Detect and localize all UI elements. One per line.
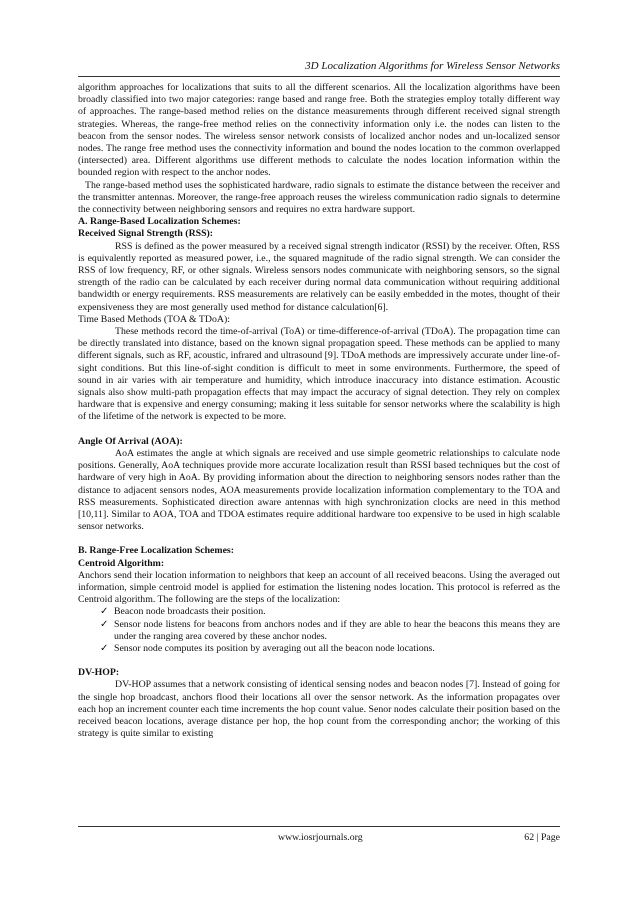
aoa-paragraph: AoA estimates the angle at which signals are received and use simple geometric relationships to calculate node positions. Generally, AoA techniques provide more accurate localization result than RSSI based techniques but the cost of hardware of very high in AoA. By providing information about the direction to neighboring sensors nodes rather than the distance to adjacent sensors nodes, AOA measurements provide localization information complementary to the TOA and RSS measurements. Sophisticated direction aware antennas with high synchronization clocks are need in this method [10,11]. Similar to AOA, TOA and TDOA estimates require additional hardware too expensive to be used in high scalable sensor networks.	[78, 447, 560, 533]
check-icon: ✓	[100, 606, 109, 618]
list-item	[100, 619, 560, 643]
dv-hop-heading: DV-HOP:	[78, 667, 120, 679]
section-b-heading: B. Range-Free Localization Schemes:	[78, 545, 234, 557]
check-icon: ✓	[100, 642, 109, 654]
dv-hop-paragraph: DV-HOP assumes that a network consisting of identical sensing nodes and beacon nodes [7]. Instead of going for the single hop broadcast, anchors flood their locations all over the sensor network. As the information propagates over each hop an increment counter each time increments the hop count value. Senor nodes calculate their position based on the received beacon locations, average distance per hop, the hop count from the corresponding anchor; the working of this strategy is quite similar to existing	[78, 679, 560, 740]
paragraph-intro: algorithm approaches for localizations that suits to all the different scenarios. All the localization algorithms have been broadly classified into two major categories: range based and range free. Both the strategies employ totally different way of approaches. The range-based method relies on the distance measurements through different received signal strength strategies. Whereas, the range-free method relies on the connectivity information only i.e. the nodes can listen to the beacon from the sensor nodes. The wireless sensor network consists of localized anchor nodes and un-localized sensor nodes. The range free method uses the connectivity information and bound the nodes location to the common overlapped (intersected) area. Different algorithms use different methods to calculate the nodes location information within the bounded region with respect to the anchor nodes.	[78, 82, 560, 179]
spacer	[78, 533, 560, 545]
centroid-steps-list	[78, 606, 560, 655]
time-based-heading: Time Based Methods (TOA & TDoA):	[78, 313, 230, 325]
running-header: 3D Localization Algorithms for Wireless Sensor Networks	[305, 60, 560, 72]
centroid-paragraph: Anchors send their location information to neighbors that keep an account of all received beacons. Using the averaged out information, simple centroid model is applied for estimation the listening nodes location. This protocol is referred as the Centroid algorithm. The following are the steps of the localization:	[78, 569, 560, 606]
footer-url: www.iosrjournals.org	[278, 832, 363, 843]
body-text	[78, 82, 560, 740]
step-text: Sensor node listens for beacons from anchors nodes and if they are able to hear the beacons this means they are under the ranging area covered by these anchor nodes.	[114, 618, 560, 642]
header-rule	[78, 76, 560, 77]
list-item	[100, 606, 560, 618]
paragraph-range-based: The range-based method uses the sophisticated hardware, radio signals to estimate the distance between the receiver and the transmitter antennas. Moreover, the range-free approach reuses the wireless communication radio signals to determine the connectivity between neighboring sensors and requires no extra hardware support.	[78, 179, 560, 216]
step-text: Sensor node computes its position by averaging out all the beacon node locations.	[114, 642, 435, 654]
rss-heading: Received Signal Strength (RSS):	[78, 228, 214, 240]
footer-rule	[78, 826, 560, 827]
aoa-heading: Angle Of Arrival (AOA):	[78, 435, 183, 447]
paper-page	[78, 0, 560, 902]
time-based-paragraph: These methods record the time-of-arrival (ToA) or time-difference-of-arrival (TDoA). The propagation time can be directly translated into distance, based on the known signal propagation speed. These methods can be applied to many different signals, such as RF, acoustic, infrared and ultrasound [9]. TDoA methods are impressively accurate under line-of-sight conditions. But this line-of-sight condition is difficult to meet in some environments. Furthermore, the speed of sound in air varies with air temperature and humidity, which introduce inaccuracy into distance estimation. Acoustic signals also show multi-path propagation effects that may impact the accuracy of signal detection. They rely on complex hardware that is expensive and energy consuming; making it less suitable for sensor networks where the scalability is high of the lifetime of the network is expected to be more.	[78, 326, 560, 423]
spacer	[78, 424, 560, 436]
step-text: Beacon node broadcasts their position.	[114, 606, 266, 618]
check-icon: ✓	[100, 618, 109, 630]
spacer	[78, 655, 560, 667]
centroid-heading: Centroid Algorithm:	[78, 557, 165, 569]
section-a-heading: A. Range-Based Localization Schemes:	[78, 216, 241, 228]
list-item	[100, 643, 560, 655]
page-number: 62 | Page	[524, 832, 560, 843]
rss-paragraph: RSS is defined as the power measured by a received signal strength indicator (RSSI) by the receiver. Often, RSS is equivalently reported as measured power, i.e., the squared magnitude of the radio signal strength. We can consider the RSS of low frequency, RF, or other signals. Wireless sensors nodes communicate with neighboring sensors, so the signal strength of the radio can be calculated by each receiver during normal data communication without requiring additional bandwidth or energy requirements. RSS measurements are relatively can be easily embedded in the motes, thought of their expensiveness they are most generally used method for distance calculation[6].	[78, 240, 560, 313]
